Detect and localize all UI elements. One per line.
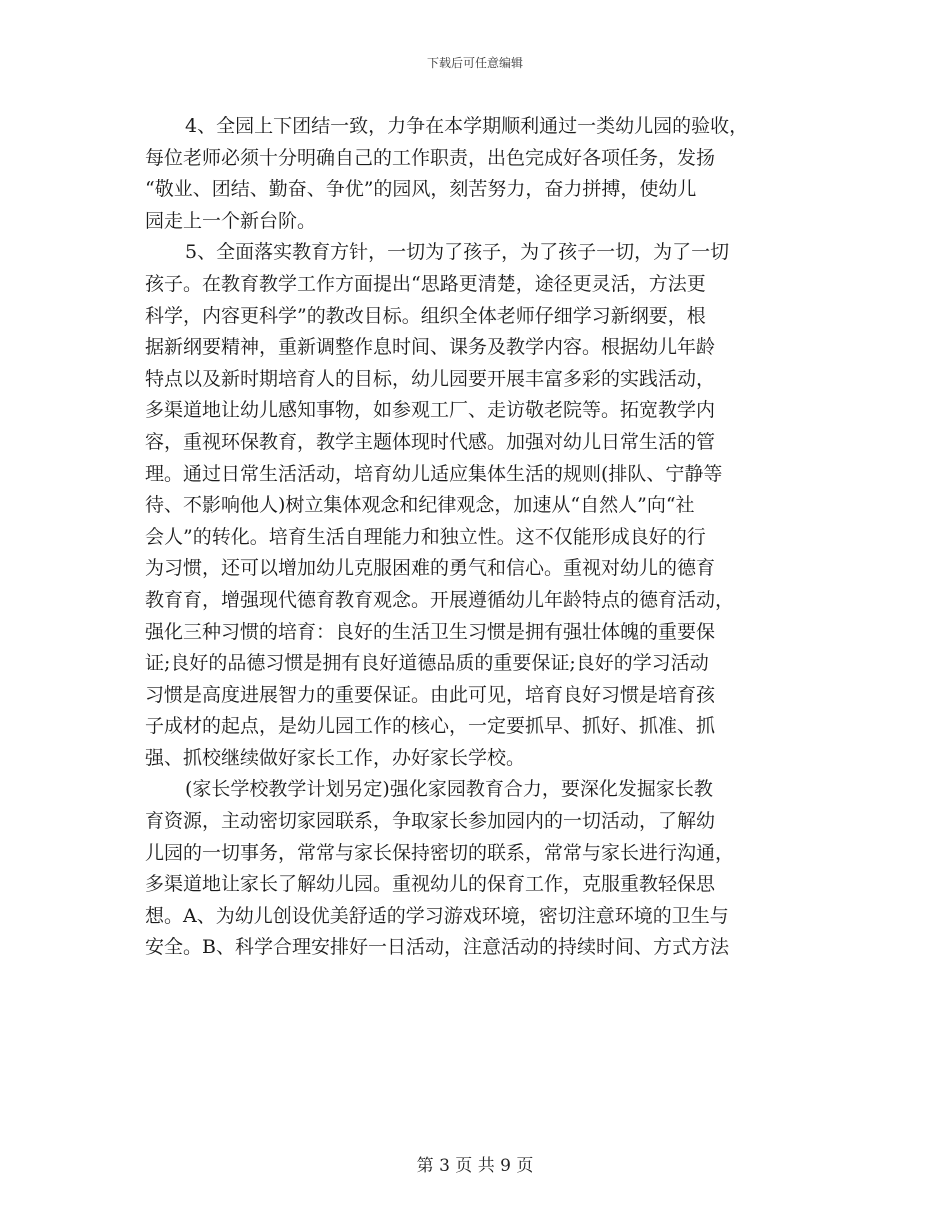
text-line: 想。A、为幼儿创设优美舒适的学习游戏环境，密切注意环境的卫生与: [145, 904, 729, 927]
text-line: 孩子。在教育教学工作方面提出“思路更清楚，途径更灵活，方法更: [145, 272, 706, 295]
text-line: 据新纲要精神，重新调整作息时间、课务及教学内容。根据幼儿年龄: [145, 336, 716, 359]
text-line: 多渠道地让幼儿感知事物，如参观工厂、走访敬老院等。拓宽教学内: [145, 399, 716, 422]
document-body: [145, 111, 810, 964]
text-line: 会人”的转化。培育生活自理能力和独立性。这不仅能形成良好的行: [145, 525, 706, 548]
text-line: 习惯是高度进展智力的重要保证。由此可见，培育良好习惯是培育孩: [145, 683, 716, 706]
text-line: 4、全园上下团结一致，力争在本学期顺利通过一类幼儿园的验收，: [185, 115, 749, 137]
text-line: 儿园的一切事务，常常与家长保持密切的联系，常常与家长进行沟通，: [145, 841, 735, 864]
text-line: 为习惯，还可以增加幼儿克服困难的勇气和信心。重视对幼儿的德育: [145, 557, 716, 580]
text-line: 强化三种习惯的培育：良好的生活卫生习惯是拥有强壮体魄的重要保: [145, 620, 716, 643]
text-line: 科学，内容更科学”的教改目标。组织全体老师仔细学习新纲要，根: [145, 304, 706, 327]
page-header: [0, 56, 950, 70]
text-line: 待、不影响他人)树立集体观念和纪律观念，加速从“自然人”向“社: [145, 494, 695, 517]
page-footer: [0, 1156, 950, 1176]
text-line: 容，重视环保教育，教学主题体现时代感。加强对幼儿日常生活的管: [145, 430, 716, 453]
text-line: 安全。B、科学合理安排好一日活动，注意活动的持续时间、方式方法: [145, 936, 729, 959]
text-line: 每位老师必须十分明确自己的工作职责，出色完成好各项任务，发扬: [145, 146, 716, 169]
text-line: 5、全面落实教育方针，一切为了孩子，为了孩子一切，为了一切: [185, 241, 730, 264]
text-line: 理。通过日常生活活动，培育幼儿适应集体生活的规则(排队、宁静等: [145, 462, 723, 485]
text-line: (家长学校教学计划另定)强化家园教育合力，要深化发掘家长教: [185, 778, 713, 801]
text-line: “敬业、团结、勤奋、争优”的园风，刻苦努力，奋力拼搏，使幼儿: [145, 178, 697, 201]
text-line: 园走上一个新台阶。: [145, 209, 317, 232]
text-line: 强、抓校继续做好家长工作，办好家长学校。: [145, 746, 526, 769]
text-line: 子成材的起点，是幼儿园工作的核心，一定要抓早、抓好、抓准、抓: [145, 715, 716, 738]
header-note: 下载后可任意编辑: [426, 56, 523, 70]
text-line: 育资源，主动密切家园联系，争取家长参加园内的一切活动，了解幼: [145, 810, 716, 833]
page-number: 第 3 页 共 9 页: [416, 1156, 534, 1176]
text-line: 多渠道地让家长了解幼儿园。重视幼儿的保育工作，克服重教轻保思: [145, 873, 716, 896]
text-line: 教育育，增强现代德育教育观念。开展遵循幼儿年龄特点的德育活动，: [145, 588, 735, 611]
text-line: 特点以及新时期培育人的目标，幼儿园要开展丰富多彩的实践活动，: [145, 367, 716, 390]
text-line: 证;良好的品德习惯是拥有良好道德品质的重要保证;良好的学习活动: [145, 652, 709, 675]
